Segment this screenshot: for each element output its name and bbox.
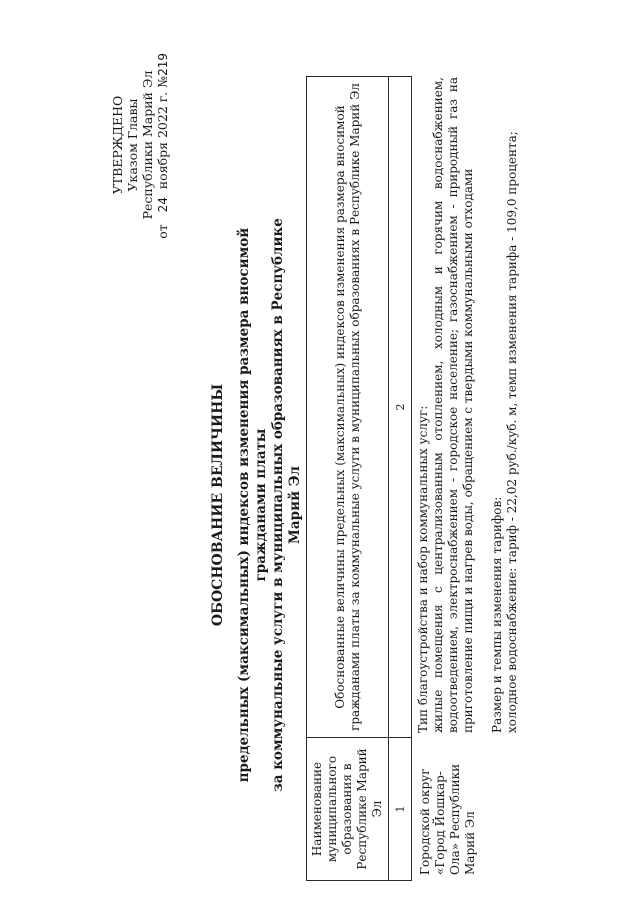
title-main: ОБОСНОВАНИЕ ВЕЛИЧИНЫ [210, 383, 226, 627]
table-number-row [389, 77, 412, 881]
title-line-2: предельных (максимальных) индексов изменения размера вносимой гражданами платы [236, 227, 269, 783]
col2-header: Обоснованные величины предельных (максимальных) индексов изменения размера вносимой гражданами платы за коммунальные услуги в муниципальных образованиях в Республике Марий Эл [307, 77, 389, 738]
approval-stamp [110, 35, 171, 255]
services-heading: Тип благоустройства и набор коммунальных услуг: [416, 405, 430, 733]
approval-line-decree: Указом Главы [125, 98, 140, 192]
table-header-row [307, 77, 389, 881]
approval-line-republic: Республики Марий Эл [140, 70, 155, 220]
document-title [210, 205, 304, 805]
col2-number: 2 [389, 77, 412, 738]
tariffs-heading: Размер и темпы изменения тарифов: [490, 496, 504, 733]
approval-date-prefix: от [155, 224, 170, 239]
approval-number: 219 [156, 53, 170, 76]
approval-day: 24 [156, 197, 170, 213]
col1-number: 1 [389, 738, 412, 881]
approval-month-year: ноября 2022 г. № [155, 75, 170, 190]
tariffs-text: холодное водоснабжение: тариф - 22,02 руб./куб. м, темп изменения тарифа - 109,0 процента; [505, 131, 519, 733]
col1-header: Наименование муниципального образования в Республике Марий Эл [307, 738, 389, 881]
approval-date [155, 35, 171, 255]
municipality-name: Городской округ «Город Йошкар-Ола» Республики Марий Эл [418, 763, 477, 875]
approval-line-approved: УТВЕРЖДЕНО [110, 95, 125, 195]
services-text: жилые помещения с централизованным отоплением, холодным и горячим водоснабжением, водоотведением, электроснабжением - городское население; газоснабжением - природный газ на приготовление пищи и нагрев воды, обращением с твердыми коммунальными отходами [431, 77, 475, 733]
row-description [416, 77, 520, 733]
title-line-3: за коммунальные услуги в муниципальных образованиях в Республике Марий Эл [270, 218, 303, 792]
indices-table [306, 76, 412, 881]
